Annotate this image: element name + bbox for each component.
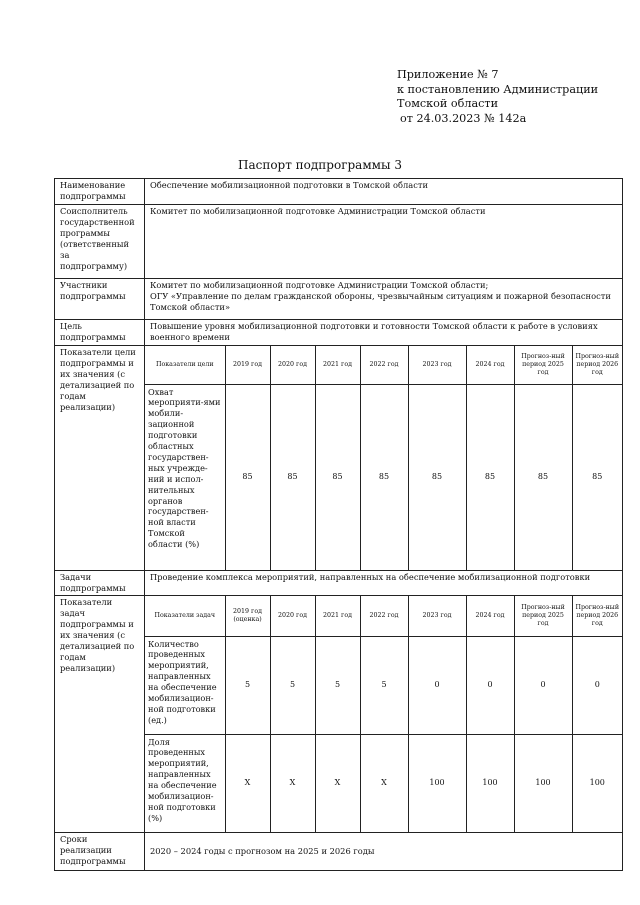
value-cell: 5 (315, 636, 360, 734)
goal-indicators-cell (145, 346, 623, 571)
row-coexecutor (55, 205, 623, 279)
header-cell: Показатели задач (145, 596, 225, 636)
header-cell: Прогноз-ный период 2025 год (514, 346, 572, 384)
value-cell: 0 (408, 636, 466, 734)
table-row (145, 636, 622, 734)
page-title: Паспорт подпрограммы 3 (237, 158, 402, 172)
participant-1: Комитет по мобилизационной подготовке Администрации Томской области; (150, 280, 489, 290)
header-cell: 2022 год (360, 346, 408, 384)
value-cell: Х (360, 734, 408, 832)
value-cell: 85 (225, 384, 270, 570)
header-cell: 2019 год (225, 346, 270, 384)
region-name: Томской области (397, 97, 499, 110)
value-cell: 85 (270, 384, 315, 570)
value-cell: 85 (466, 384, 514, 570)
value-cell: 100 (466, 734, 514, 832)
passport-table (54, 178, 623, 871)
goal-header-row (145, 346, 622, 384)
value-cell: Х (225, 734, 270, 832)
value-cell: 85 (514, 384, 572, 570)
row-value: Проведение комплекса мероприятий, направленных на обеспечение мобилизационной подготовки (145, 571, 623, 596)
header-cell: Прогноз-ный период 2026 год (572, 596, 622, 636)
row-value: Повышение уровня мобилизационной подготовки и готовности Томской области к работе в условиях военного времени (145, 320, 623, 346)
header-cell: Показатели цели (145, 346, 225, 384)
indicator-name: Количество проведенных мероприятий, направленных на обеспечение мобилизацион-ной подготовки (ед.) (145, 636, 225, 734)
document-header (397, 68, 598, 126)
row-goal-indicators (55, 346, 623, 571)
resolution-ref: к постановлению Администрации (397, 82, 599, 96)
value-cell: 100 (408, 734, 466, 832)
header-cell: Прогноз-ный период 2026 год (572, 346, 622, 384)
value-cell: 5 (225, 636, 270, 734)
row-participants (55, 279, 623, 320)
value-cell: 85 (572, 384, 622, 570)
header-cell: 2024 год (466, 596, 514, 636)
row-label: Показатели задач подпрограммы и их значения (с детализацией по годам реализации) (55, 596, 145, 833)
row-label: Участники подпрограммы (55, 279, 145, 320)
header-cell: 2023 год (408, 596, 466, 636)
row-goal (55, 320, 623, 346)
value-cell: 0 (466, 636, 514, 734)
value-cell: 0 (572, 636, 622, 734)
header-cell: 2022 год (360, 596, 408, 636)
header-cell: 2020 год (270, 596, 315, 636)
header-cell: 2020 год (270, 346, 315, 384)
value-cell: 0 (514, 636, 572, 734)
header-cell: Прогноз-ный период 2025 год (514, 596, 572, 636)
value-cell: 5 (270, 636, 315, 734)
header-cell: 2021 год (315, 596, 360, 636)
task-indicators-cell (145, 596, 623, 833)
row-tasks (55, 571, 623, 596)
value-cell: 100 (572, 734, 622, 832)
table-row (145, 734, 622, 832)
value-cell: 100 (514, 734, 572, 832)
row-value (145, 279, 623, 320)
row-task-indicators (55, 596, 623, 833)
task-indicators-table (145, 596, 622, 832)
header-cell: 2019 год (оценка) (225, 596, 270, 636)
task-header-row (145, 596, 622, 636)
participant-2: ОГУ «Управление по делам гражданской обороны, чрезвычайным ситуациям и пожарной безопасности Томской области» (150, 291, 611, 312)
row-name (55, 179, 623, 205)
value-cell: Х (315, 734, 360, 832)
indicator-name: Охват мероприяти-ями мобили-зационной подготовки областных государствен-ных учрежде-ний и испол-нительных органов государствен-ной власти Томской области (%) (145, 384, 225, 570)
value-cell: 85 (360, 384, 408, 570)
value-cell: Х (270, 734, 315, 832)
row-label: Наименование подпрограммы (55, 179, 145, 205)
row-label: Задачи подпрограммы (55, 571, 145, 596)
indicator-name: Доля проведенных мероприятий, направленных на обеспечение мобилизацион-ной подготовки (%) (145, 734, 225, 832)
row-value: Обеспечение мобилизационной подготовки в Томской области (145, 179, 623, 205)
goal-indicators-table (145, 346, 622, 570)
row-label: Сроки реализации подпрограммы (55, 833, 145, 871)
table-row (145, 384, 622, 570)
appendix-number: Приложение № 7 (397, 68, 499, 81)
header-cell: 2023 год (408, 346, 466, 384)
value-cell: 85 (315, 384, 360, 570)
row-label: Цель подпрограммы (55, 320, 145, 346)
row-value: 2020 – 2024 годы с прогнозом на 2025 и 2026 годы (145, 833, 623, 871)
header-cell: 2021 год (315, 346, 360, 384)
value-cell: 5 (360, 636, 408, 734)
row-value: Комитет по мобилизационной подготовке Администрации Томской области (145, 205, 623, 279)
value-cell: 85 (408, 384, 466, 570)
resolution-date: от 24.03.2023 № 142а (400, 111, 527, 125)
row-label: Показатели цели подпрограммы и их значения (с детализацией по годам реализации) (55, 346, 145, 571)
row-label: Соисполнитель государственной программы (ответственный за подпрограмму) (55, 205, 145, 279)
row-terms (55, 833, 623, 871)
header-cell: 2024 год (466, 346, 514, 384)
